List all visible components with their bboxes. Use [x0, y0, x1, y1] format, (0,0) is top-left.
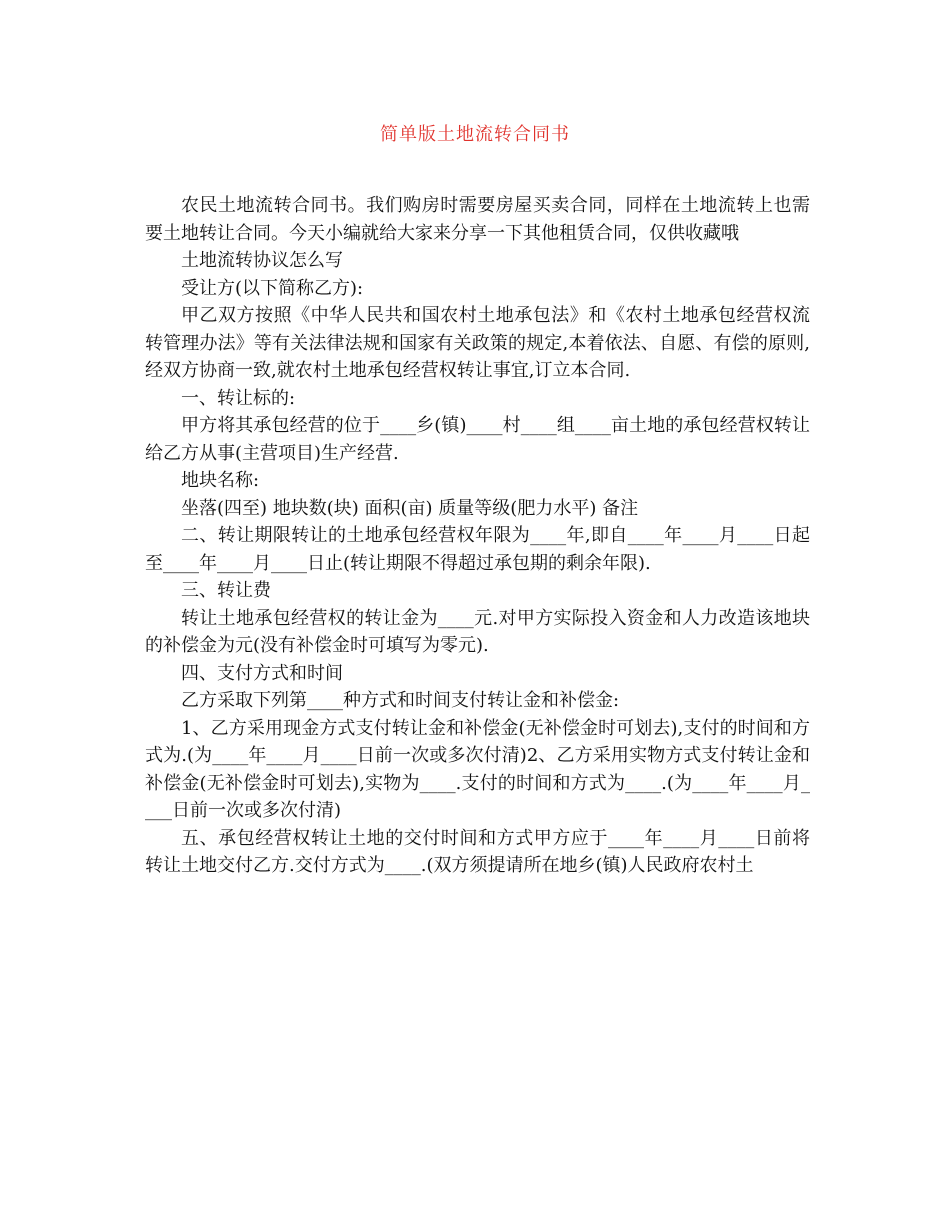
- paragraph-transfer-fee: 转让土地承包经营权的转让金为____元.对甲方实际投入资金和人力改造该地块的补偿金为元(没有补偿金时可填写为零元).: [145, 607, 810, 656]
- document-title: 简单版土地流转合同书: [380, 124, 570, 145]
- paragraph-plot-name: 地块名称:: [181, 470, 260, 491]
- paragraph-plot-columns: 坐落(四至) 地块数(块) 面积(亩) 质量等级(肥力水平) 备注: [181, 497, 639, 519]
- paragraph-intro: 农民土地流转合同书。我们购房时需要房屋买卖合同，同样在土地流转上也需要土地转让合同。今天小编就给大家来分享一下其他租赁合同，仅供收藏哦: [145, 195, 810, 244]
- paragraph-delivery: 五、承包经营权转让土地的交付时间和方式甲方应于____年____月____日前将转让土地交付乙方.交付方式为____.(双方须提请所在地乡(镇)人民政府农村土: [145, 827, 810, 876]
- paragraph-transferee: 受让方(以下简称乙方):: [181, 277, 364, 299]
- paragraph-payment-choice: 乙方采取下列第____种方式和时间支付转让金和补偿金:: [181, 690, 620, 711]
- section-heading-transfer-subject: 一、转让标的:: [181, 387, 296, 409]
- paragraph-how-to-write: 土地流转协议怎么写: [181, 250, 343, 271]
- section-heading-payment: 四、支付方式和时间: [181, 662, 343, 684]
- paragraph-transfer-period: 二、转让期限转让的土地承包经营权年限为____年,即自____年____月____日起至____年____月____日止(转让期限不得超过承包期的剩余年限).: [145, 525, 810, 574]
- paragraph-transfer-subject: 甲方将其承包经营的位于____乡(镇)____村____组____亩土地的承包经营权转让给乙方从事(主营项目)生产经营.: [145, 415, 810, 464]
- paragraph-payment-methods: 1、乙方采用现金方式支付转让金和补偿金(无补偿金时可划去),支付的时间和方式为.(为____年____月____日前一次或多次付清)2、乙方采用实物方式支付转让金和补偿金(无补偿金时可划去),实物为____.支付的时间和方式为____.(为____年____月____日前一次或多次付清): [145, 717, 810, 821]
- document-body: [145, 192, 810, 880]
- section-heading-transfer-fee: 三、转让费: [181, 580, 271, 601]
- paragraph-legal-basis: 甲乙双方按照《中华人民共和国农村土地承包法》和《农村土地承包经营权流转管理办法》等有关法律法规和国家有关政策的规定,本着依法、自愿、有偿的原则,经双方协商一致,就农村土地承包经营权转让事宜,订立本合同.: [145, 305, 810, 381]
